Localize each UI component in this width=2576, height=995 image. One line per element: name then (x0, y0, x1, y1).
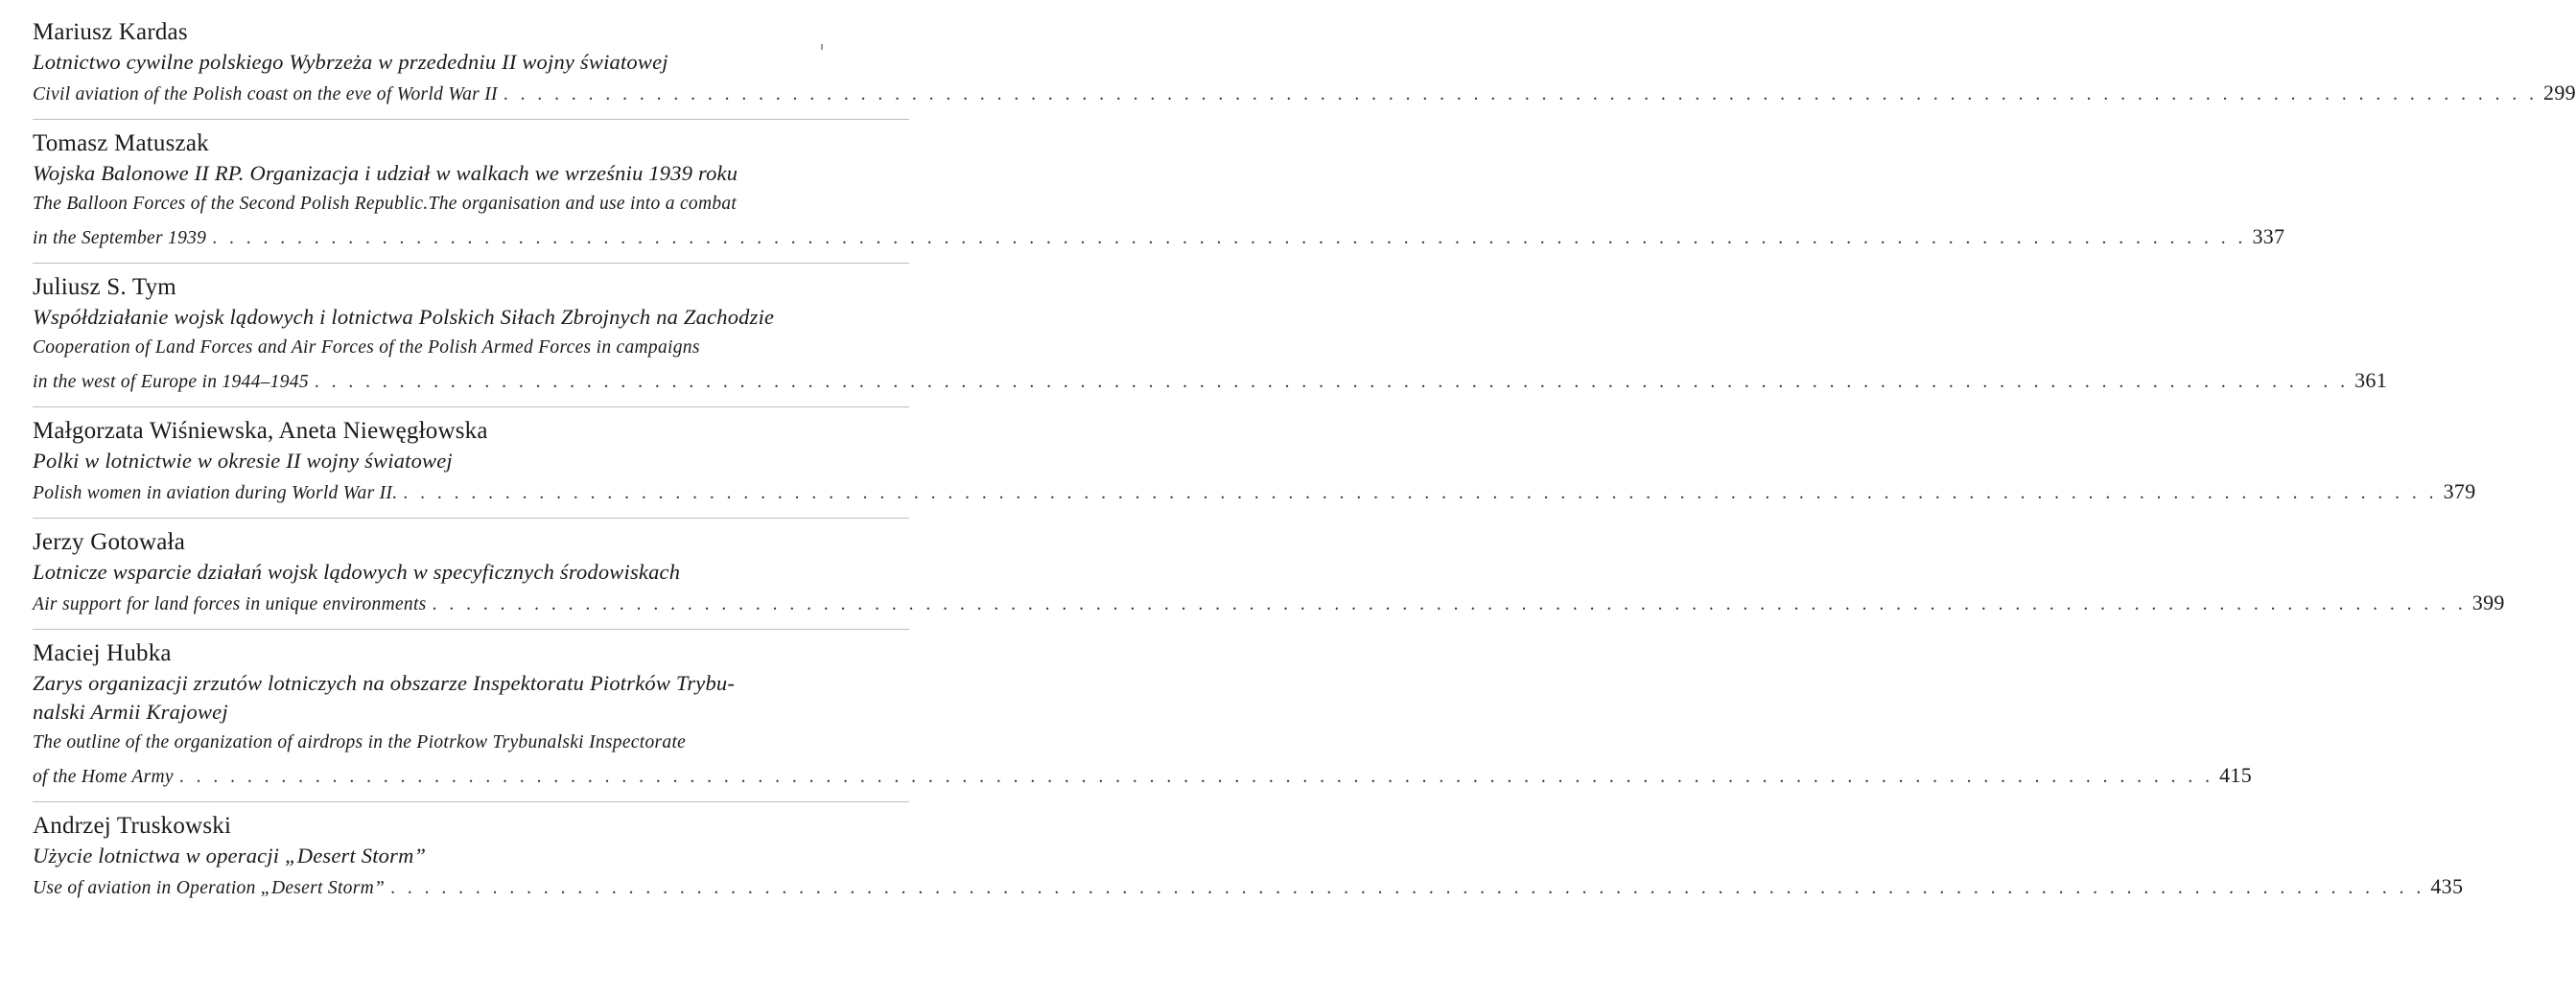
page-number: 361 (2354, 368, 2387, 392)
entry-author: Andrzej Truskowski (33, 813, 232, 839)
entry-title-polish: Użycie lotnictwa w operacji „Desert Storm” (33, 844, 427, 868)
entry-title-english-with-page (33, 587, 2505, 621)
entry-author: Tomasz Matuszak (33, 130, 209, 156)
entry-title-english: of the Home Army (33, 767, 174, 787)
toc-entry (33, 638, 2252, 802)
page-number: 337 (2252, 224, 2285, 248)
entry-title-english: Use of aviation in Operation „Desert Storm” (33, 878, 386, 898)
page-number: 415 (2219, 763, 2252, 787)
entry-author: Maciej Hubka (33, 640, 172, 666)
entry-title-english: The outline of the organization of airdrops in the Piotrkow Trybunalski Inspectorate (33, 732, 687, 752)
entry-author: Mariusz Kardas (33, 19, 188, 45)
dot-leader: . . . . . . . . . . . . . . . . . . . . . . . . . . . . . . . . . . . . . . . . . . . . . . . . . . . . . . . . . . . . . . . . . . . . . . . . . . . . . . . . . . . . . . . . . . . . . . . . . . . . . . . . . . . . . . . . . . . . . . . . (403, 483, 2438, 503)
entry-title-english-with-page (33, 759, 2252, 794)
entry-title-polish-continued: nalski Armii Krajowej (33, 700, 228, 724)
entry-title-english: Civil aviation of the Polish coast on the eve of World War II (33, 84, 498, 104)
dot-leader: . . . . . . . . . . . . . . . . . . . . . . . . . . . . . . . . . . . . . . . . . . . . . . . . . . . . . . . . . . . . . . . . . . . . . . . . . . . . . . . . . . . . . . . . . . . . . . . . . . . . . . . . . . . . . . . . . . . . . . . . (503, 84, 2538, 104)
entry-title-english-with-page (33, 475, 2476, 510)
entry-title-english: Polish women in aviation during World War II. (33, 483, 398, 503)
entry-title-polish: Wojska Balonowe II RP. Organizacja i udział w walkach we wrześniu 1939 roku (33, 161, 738, 185)
entry-title-polish: Zarys organizacji zrzutów lotniczych na obszarze Inspektoratu Piotrków Trybu- (33, 671, 736, 695)
entry-title-english-with-page (33, 77, 2576, 111)
entry-title-english-with-page (33, 220, 2285, 255)
entry-title-english: Cooperation of Land Forces and Air Forces of the Polish Armed Forces in campaigns (33, 337, 700, 358)
page-number: 299 (2543, 81, 2576, 104)
entry-author: Małgorzata Wiśniewska, Aneta Niewęgłowska (33, 418, 488, 444)
entry-title-polish: Polki w lotnictwie w okresie II wojny światowej (33, 449, 453, 473)
entry-author: Jerzy Gotowała (33, 529, 185, 555)
page-number: 435 (2430, 874, 2464, 898)
table-of-contents (33, 17, 2576, 921)
toc-entry (33, 527, 2505, 630)
toc-entry (33, 272, 2387, 407)
page-number: 399 (2471, 590, 2505, 614)
dot-leader: . . . . . . . . . . . . . . . . . . . . . . . . . . . . . . . . . . . . . . . . . . . . . . . . . . . . . . . . . . . . . . . . . . . . . . . . . . . . . . . . . . . . . . . . . . . . . . . . . . . . . . . . . . . . . . . . . . . . . . . . (314, 372, 2349, 392)
entry-title-english: Air support for land forces in unique environments (33, 594, 427, 614)
entry-title-english: in the September 1939 (33, 228, 207, 248)
dot-leader: . . . . . . . . . . . . . . . . . . . . . . . . . . . . . . . . . . . . . . . . . . . . . . . . . . . . . . . . . . . . . . . . . . . . . . . . . . . . . . . . . . . . . . . . . . . . . . . . . . . . . . . . . . . . . . . . . . . . . . . . (178, 767, 2213, 787)
toc-entry (33, 811, 2464, 913)
entry-title-polish: Lotnicze wsparcie działań wojsk lądowych w specyficznych środowiskach (33, 560, 681, 584)
toc-entry (33, 128, 2285, 264)
toc-entry (33, 17, 2576, 120)
dot-leader: . . . . . . . . . . . . . . . . . . . . . . . . . . . . . . . . . . . . . . . . . . . . . . . . . . . . . . . . . . . . . . . . . . . . . . . . . . . . . . . . . . . . . . . . . . . . . . . . . . . . . . . . . . . . . . . . . . . . . . . . (432, 594, 2467, 614)
entry-title-english: The Balloon Forces of the Second Polish Republic.The organisation and use into a combat (33, 194, 738, 214)
dot-leader: . . . . . . . . . . . . . . . . . . . . . . . . . . . . . . . . . . . . . . . . . . . . . . . . . . . . . . . . . . . . . . . . . . . . . . . . . . . . . . . . . . . . . . . . . . . . . . . . . . . . . . . . . . . . . . . . . . . . . . . . (212, 228, 2247, 248)
entry-title-english: in the west of Europe in 1944–1945 (33, 372, 309, 392)
entry-title-english-with-page (33, 870, 2464, 905)
entry-author: Juliusz S. Tym (33, 274, 176, 300)
entry-title-polish: Lotnictwo cywilne polskiego Wybrzeża w przededniu II wojny światowej (33, 50, 668, 74)
toc-entry (33, 416, 2476, 519)
page-number: 379 (2443, 479, 2476, 503)
dot-leader: . . . . . . . . . . . . . . . . . . . . . . . . . . . . . . . . . . . . . . . . . . . . . . . . . . . . . . . . . . . . . . . . . . . . . . . . . . . . . . . . . . . . . . . . . . . . . . . . . . . . . . . . . . . . . . . . . . . . . . . . (390, 878, 2425, 898)
entry-title-polish: Współdziałanie wojsk lądowych i lotnictwa Polskich Siłach Zbrojnych na Zachodzie (33, 305, 775, 329)
entry-title-english-with-page (33, 364, 2387, 399)
